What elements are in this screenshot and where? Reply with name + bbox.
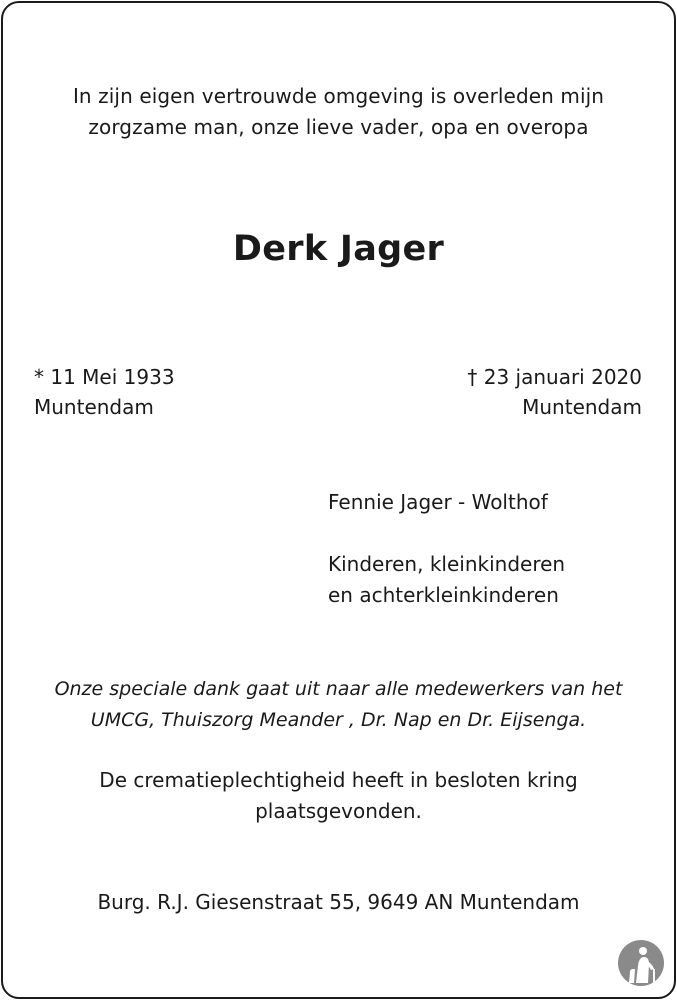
birth-place: Muntendam xyxy=(34,395,154,419)
thanks-text xyxy=(0,674,677,736)
thanks-line-2: UMCG, Thuiszorg Meander , Dr. Nap en Dr. Eijsenga. xyxy=(90,709,587,731)
deceased-name: Derk Jager xyxy=(232,229,445,269)
ceremony-text xyxy=(0,765,677,827)
address-line: Burg. R.J. Giesenstraat 55, 9649 AN Muntendam xyxy=(97,890,580,914)
birth-info xyxy=(34,362,175,422)
family-spacer xyxy=(328,518,565,549)
birth-date: * 11 Mei 1933 xyxy=(34,365,175,389)
intro-line-1: In zijn eigen vertrouwde omgeving is overleden mijn xyxy=(72,84,605,108)
death-place: Muntendam xyxy=(522,395,642,419)
death-date: † 23 januari 2020 xyxy=(467,365,642,389)
mourning-figure-logo-icon xyxy=(617,939,665,987)
family-line-1: Kinderen, kleinkinderen xyxy=(328,552,566,576)
ceremony-line-2: plaatsgevonden. xyxy=(255,799,422,823)
thanks-line-1: Onze speciale dank gaat uit naar alle medewerkers van het xyxy=(54,678,623,700)
family-line-2: en achterkleinkinderen xyxy=(328,583,559,607)
ceremony-line-1: De crematieplechtigheid heeft in besloten kring xyxy=(99,768,578,792)
family-block xyxy=(328,487,565,611)
intro-line-2: zorgzame man, onze lieve vader, opa en overopa xyxy=(88,115,589,139)
spouse-name: Fennie Jager - Wolthof xyxy=(328,490,548,514)
death-info xyxy=(467,362,642,422)
intro-text xyxy=(0,81,677,143)
